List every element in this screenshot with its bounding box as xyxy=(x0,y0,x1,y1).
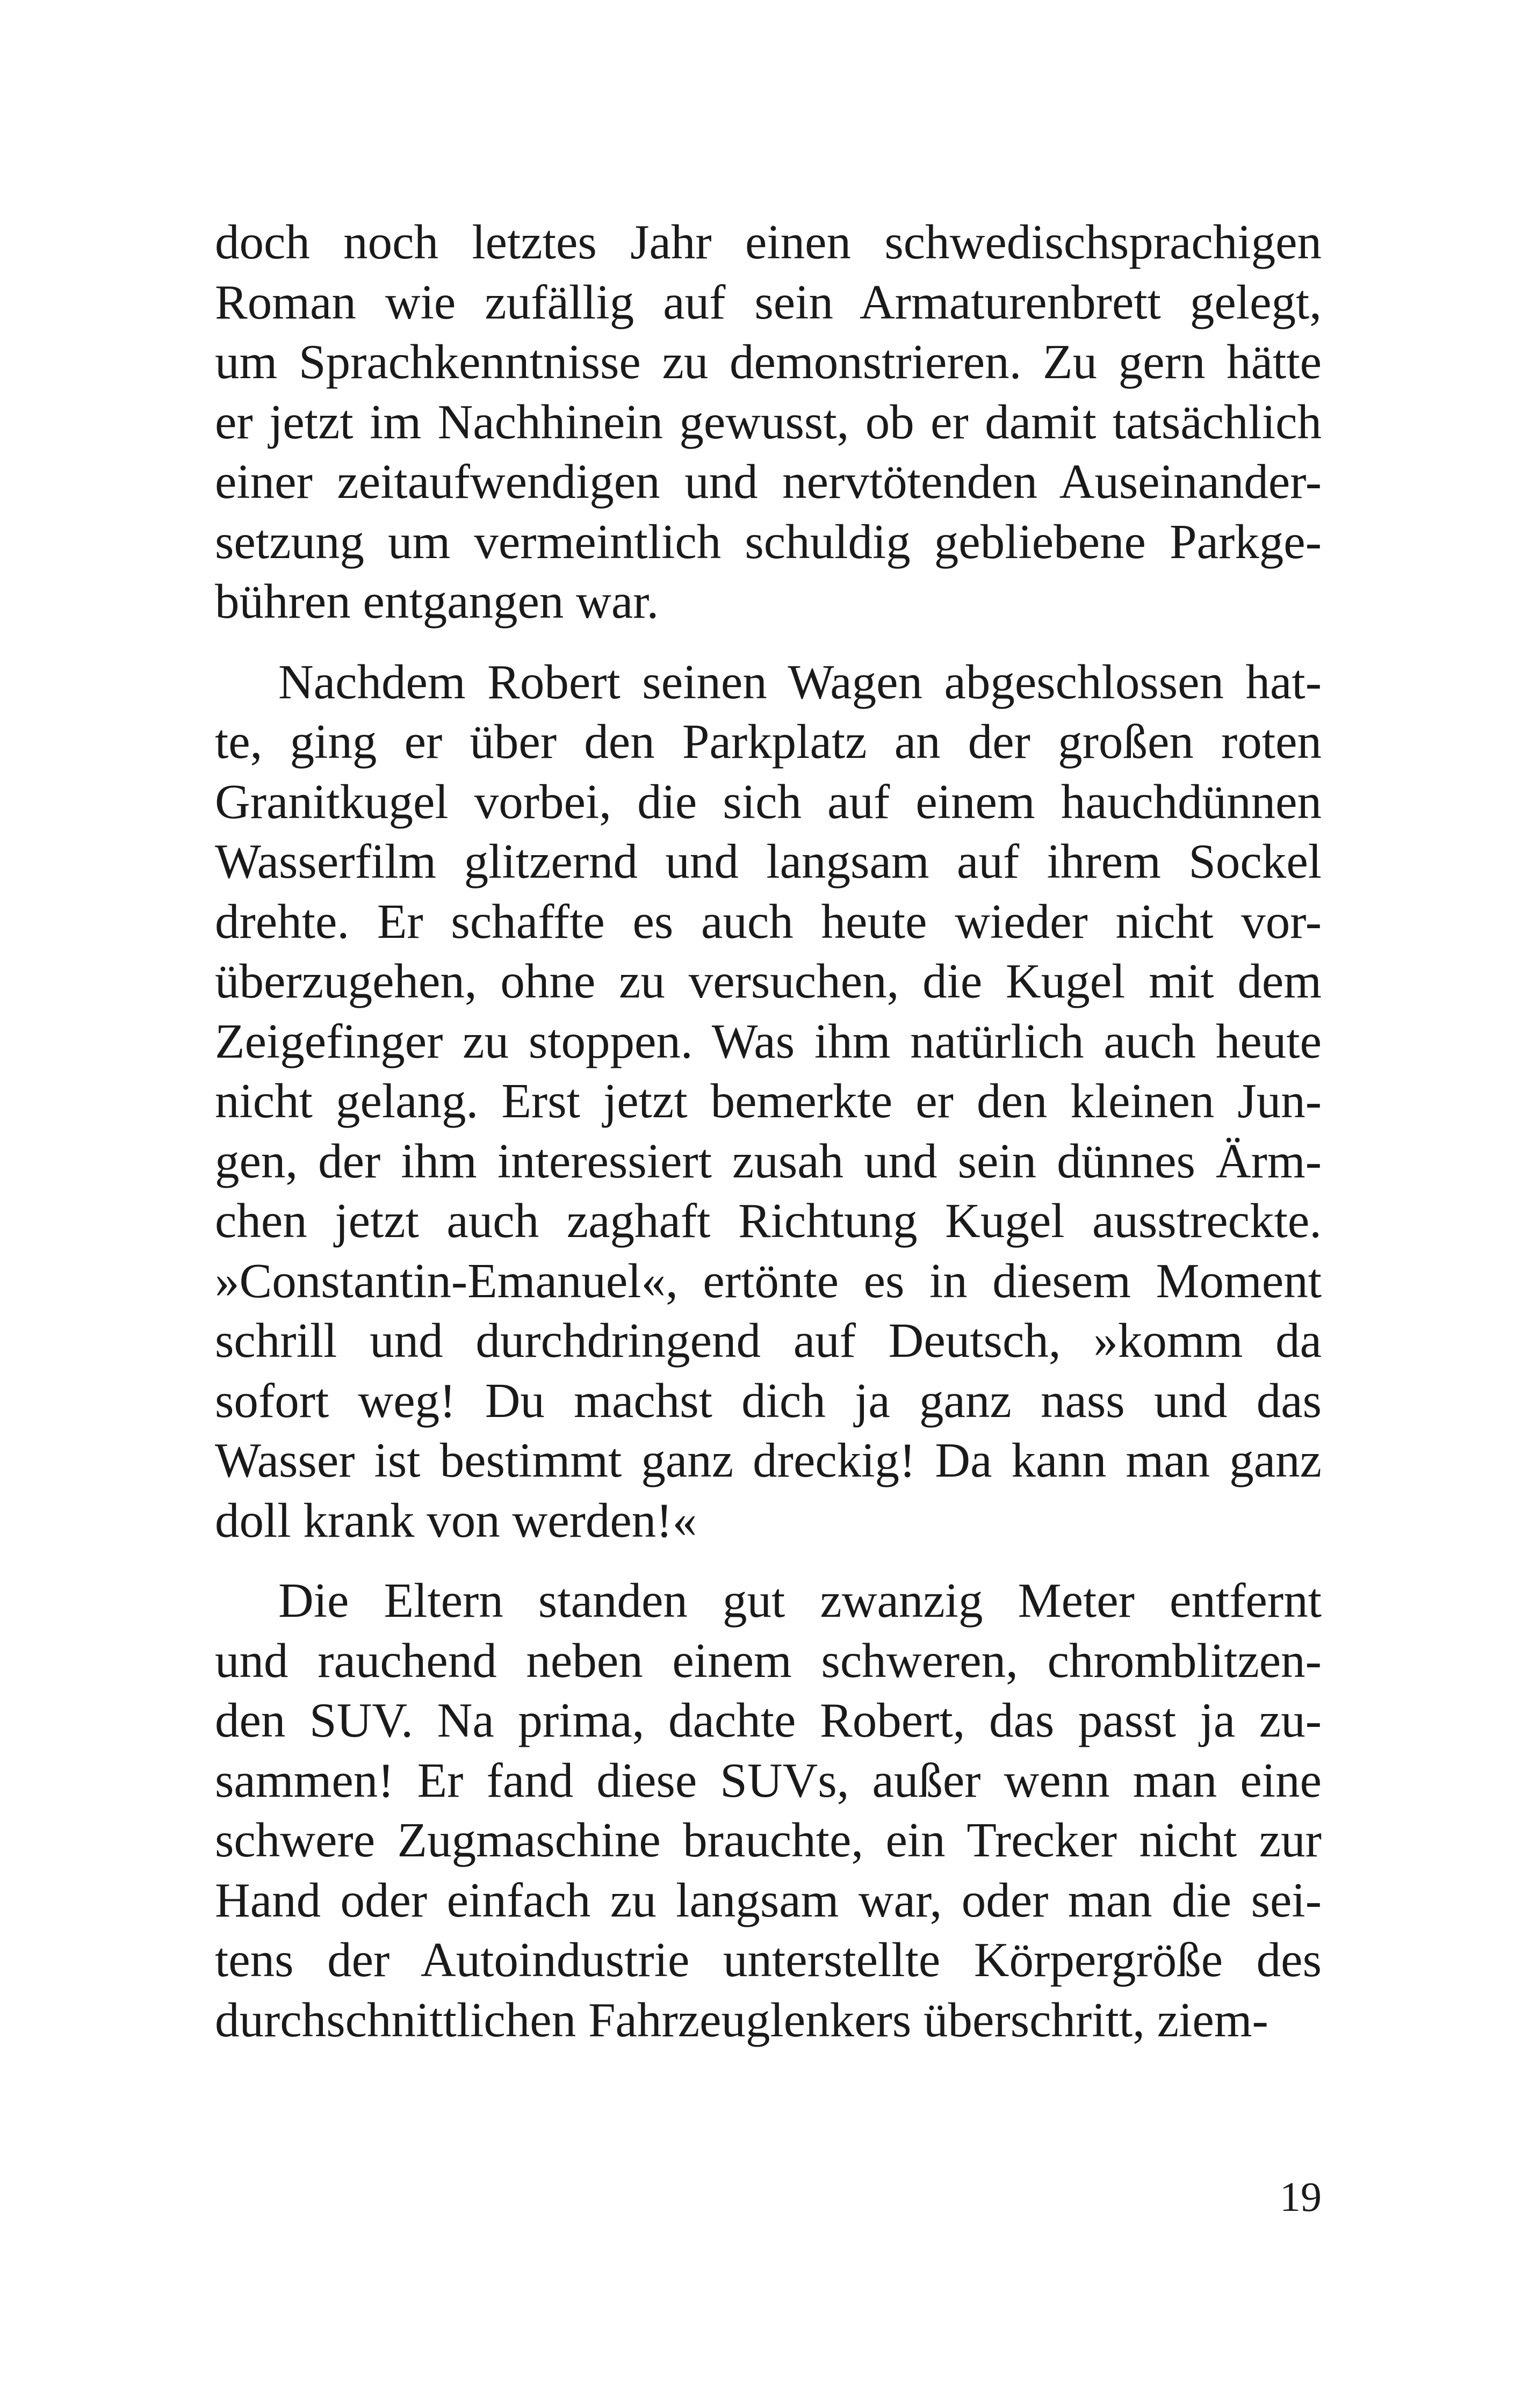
text-line: Roman wie zufällig auf sein Armaturenbrett gelegt, xyxy=(215,274,1322,329)
text-line: sofort weg! Du machst dich ja ganz nass und das xyxy=(215,1373,1322,1428)
text-line: den SUV. Na prima, dachte Robert, das passt ja zu- xyxy=(215,1693,1322,1747)
paragraph xyxy=(215,652,1322,1551)
text-line: schrill und durchdringend auf Deutsch, »komm da xyxy=(215,1313,1322,1368)
text-line: tens der Autoindustrie unterstellte Körpergröße des xyxy=(215,1933,1322,1987)
text-line: Wasserfilm glitzernd und langsam auf ihrem Sockel xyxy=(215,834,1322,888)
text-line: drehte. Er schaffte es auch heute wieder nicht vor- xyxy=(215,894,1322,949)
text-line: und rauchend neben einem schweren, chromblitzen- xyxy=(215,1633,1322,1688)
text-line: Zeigefinger zu stoppen. Was ihm natürlich auch heute xyxy=(215,1014,1322,1068)
page-number: 19 xyxy=(1280,2173,1322,2220)
text-line: sammen! Er fand diese SUVs, außer wenn man eine xyxy=(215,1753,1322,1807)
body-text xyxy=(215,212,1322,2050)
text-line: einer zeitaufwendigen und nervtötenden Auseinander- xyxy=(215,454,1322,509)
text-line: gen, der ihm interessiert zusah und sein dünnes Ärm- xyxy=(215,1133,1322,1188)
text-line: Hand oder einfach zu langsam war, oder man die sei- xyxy=(215,1872,1322,1927)
text-line: setzung um vermeintlich schuldig gebliebene Parkge- xyxy=(215,514,1322,569)
text-line: Nachdem Robert seinen Wagen abgeschlossen hat- xyxy=(278,654,1322,709)
text-line: er jetzt im Nachhinein gewusst, ob er damit tatsächlich xyxy=(215,394,1322,449)
text-line: um Sprachkenntnisse zu demonstrieren. Zu gern hätte xyxy=(215,335,1322,389)
text-line: nicht gelang. Erst jetzt bemerkte er den kleinen Jun- xyxy=(215,1074,1322,1128)
text-line: Die Eltern standen gut zwanzig Meter entfernt xyxy=(278,1573,1322,1628)
text-line: »Constantin-Emanuel«, ertönte es in diesem Moment xyxy=(215,1253,1322,1308)
text-line: Wasser ist bestimmt ganz dreckig! Da kann man ganz xyxy=(215,1433,1322,1487)
text-line: überzugehen, ohne zu versuchen, die Kugel mit dem xyxy=(215,954,1322,1008)
text-line: te, ging er über den Parkplatz an der großen roten xyxy=(215,714,1322,769)
text-line: Granitkugel vorbei, die sich auf einem hauchdünnen xyxy=(215,774,1322,829)
text-line: chen jetzt auch zaghaft Richtung Kugel ausstreckte. xyxy=(215,1194,1322,1248)
paragraph-gap xyxy=(215,632,1322,652)
text-line: doll krank von werden!« xyxy=(215,1493,697,1548)
paragraph xyxy=(215,1571,1322,2050)
text-line: bühren entgangen war. xyxy=(215,574,659,628)
paragraph xyxy=(215,212,1322,632)
text-line: schwere Zugmaschine brauchte, ein Trecker nicht zur xyxy=(215,1813,1322,1867)
text-line: durchschnittlichen Fahrzeuglenkers überschritt, ziem- xyxy=(215,1992,1268,2047)
text-line: doch noch letztes Jahr einen schwedischsprachigen xyxy=(215,215,1322,269)
paragraph-gap xyxy=(215,1550,1322,1571)
